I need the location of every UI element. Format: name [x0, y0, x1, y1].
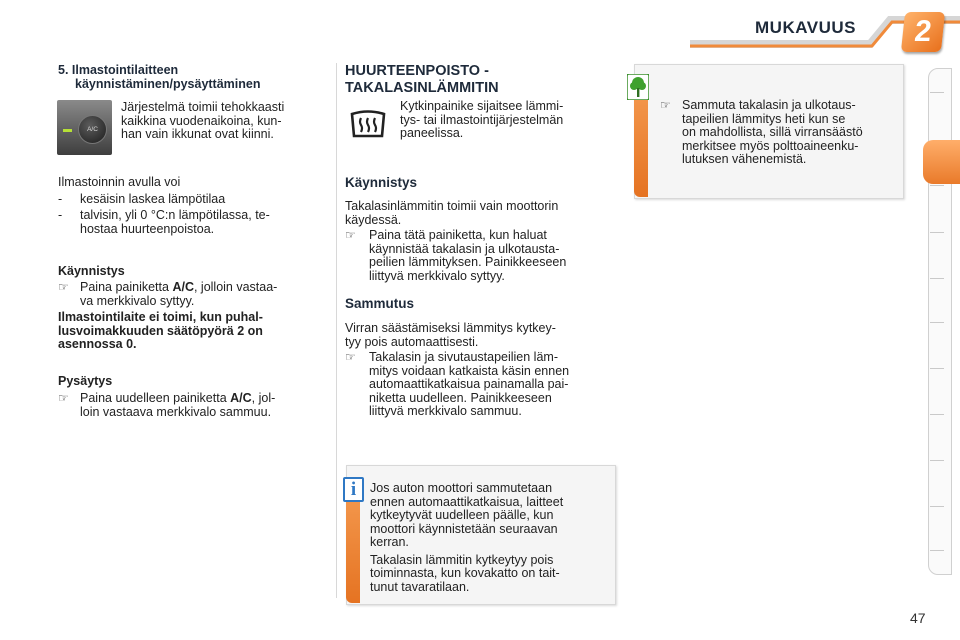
- ac-indicator-led: [63, 129, 72, 132]
- info-icon: i: [343, 477, 364, 502]
- hand-pointer-icon: ☞: [660, 98, 671, 112]
- defrost-start-text: Takalasinlämmitin toimii vain moottorin käydessä.: [345, 199, 559, 227]
- tab-divider: [930, 322, 944, 323]
- tab-divider: [930, 185, 944, 186]
- eco-tip-text: ☞ Sammuta takalasin ja ulkotaus- tapeilien lämmitys heti kun se on mahdollista, sillä virransäästö merkitsee myös polttoaineenku- lutuksen vähenemistä.: [660, 98, 863, 166]
- chapter-tab-active[interactable]: [923, 140, 960, 184]
- tab-divider: [930, 232, 944, 233]
- defrost-stop-step: ☞ Takalasin ja sivutaustapeilien läm- mitys voidaan katkaista käsin ennen automaattikatkaisua painamalla pai- niketta uudelleen. Painikkeeseen liittyvä merkkivalo sammuu.: [345, 350, 570, 418]
- hand-pointer-icon: ☞: [58, 391, 69, 405]
- defrost-start-step: ☞ Paina tätä painiketta, kun haluat käynnistää takalasin ja ulkotausta- peilien lämmityksen. Painikkeeseen liittyvä merkkivalo syttyy.: [345, 228, 567, 283]
- tab-divider: [930, 550, 944, 551]
- ac-stop-heading: Pysäytys: [58, 374, 113, 388]
- tab-divider: [930, 506, 944, 507]
- defrost-title: HUURTEENPOISTO - TAKALASINLÄMMITIN: [345, 63, 499, 96]
- defrost-stop-text: Virran säästämiseksi lämmitys kytkey- tyy pois automaattisesti.: [345, 321, 556, 349]
- list-item: - talvisin, yli 0 °C:n lämpötilassa, te- hostaa huurteenpoistoa.: [58, 208, 270, 236]
- chapter-number-badge: 2: [901, 12, 945, 52]
- tab-divider: [930, 92, 944, 93]
- list-item: - kesäisin laskea lämpötilaa: [58, 191, 226, 206]
- hand-pointer-icon: ☞: [345, 228, 356, 242]
- defrost-stop-heading: Sammutus: [345, 296, 415, 311]
- tab-divider: [930, 414, 944, 415]
- chapter-title: MUKAVUUS: [755, 18, 856, 37]
- hand-pointer-icon: ☞: [345, 350, 356, 364]
- tab-divider: [930, 368, 944, 369]
- section-title: 5. Ilmastointilaitteen käynnistäminen/pysäyttäminen: [58, 63, 261, 91]
- ac-uses: Ilmastoinnin avulla voi - kesäisin laskea lämpötilaa - talvisin, yli 0 °C:n lämpötilassa, te- hostaa huurteenpoistoa.: [58, 176, 326, 236]
- ac-intro: Järjestelmä toimii tehokkaasti kaikkina vuodenaikoina, kun- han vain ikkunat ovat kiinni.: [121, 100, 285, 141]
- page-number: 47: [910, 610, 926, 626]
- defrost-start-heading: Käynnistys: [345, 175, 418, 190]
- ac-button-label: A/C: [78, 115, 107, 144]
- ac-stop-step: ☞ Paina uudelleen painiketta A/C, jol- loin vastaava merkkivalo sammuu.: [58, 391, 276, 419]
- defrost-intro: Kytkinpainike sijaitsee lämmi- tys- tai ilmastointijärjestelmän paneelissa.: [400, 99, 564, 140]
- info-box-text: Jos auton moottori sammutetaan ennen automaattikatkaisua, laitteet kytkeytyvät uudelleen päälle, kun moottori käynnistetään seuraavan kerran. Takalasin lämmitin kytkeytyy pois toiminnasta, kun kovakatto on tait- tunut tavaratilaan.: [370, 481, 564, 594]
- ac-blower-note: Ilmastointilaite ei toimi, kun puhal- lusvoimakkuuden säätöpyörä 2 on asennossa 0.: [58, 310, 263, 351]
- rear-defrost-icon: [348, 106, 388, 144]
- ac-start-step: ☞ Paina painiketta A/C, jolloin vastaa- va merkkivalo syttyy.: [58, 280, 278, 308]
- eco-tree-icon: [627, 74, 649, 100]
- ac-start-heading: Käynnistys: [58, 264, 125, 278]
- hand-pointer-icon: ☞: [58, 280, 69, 294]
- tab-divider: [930, 278, 944, 279]
- tab-divider: [930, 460, 944, 461]
- column-divider: [336, 63, 337, 598]
